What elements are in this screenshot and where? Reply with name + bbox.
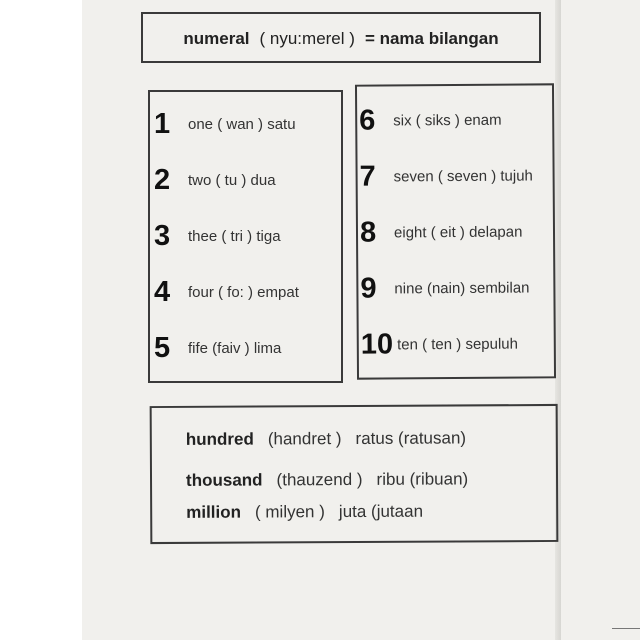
number-text: ten ( ten ) sepuluh bbox=[396, 335, 519, 353]
number-text: two ( tu ) dua bbox=[188, 171, 276, 189]
number-digit: 2 bbox=[154, 163, 171, 196]
number-row-6 bbox=[359, 100, 502, 141]
title-meaning: = nama bilangan bbox=[364, 29, 499, 48]
big-number-meaning: ratus (ratusan) bbox=[355, 428, 467, 448]
big-number-word: thousand bbox=[185, 470, 263, 490]
number-digit: 3 bbox=[154, 219, 171, 252]
number-row-10 bbox=[361, 324, 518, 365]
big-number-row-hundred bbox=[186, 428, 466, 449]
number-text: eight ( eit ) delapan bbox=[393, 223, 523, 241]
numbers-6-10-box bbox=[355, 83, 556, 379]
big-number-pronunciation: ( milyen ) bbox=[254, 502, 325, 522]
number-digit: 8 bbox=[359, 216, 377, 249]
number-text: fife (faiv ) lima bbox=[188, 339, 282, 357]
number-row-7 bbox=[359, 155, 533, 196]
number-row-8 bbox=[360, 212, 523, 253]
big-number-pronunciation: (handret ) bbox=[267, 429, 342, 449]
number-digit: 7 bbox=[359, 160, 376, 193]
number-digit: 1 bbox=[154, 107, 171, 140]
number-digit: 10 bbox=[360, 327, 394, 361]
big-number-meaning: ribu (ribuan) bbox=[376, 469, 469, 489]
number-text: four ( fo: ) empat bbox=[188, 283, 299, 301]
number-digit: 4 bbox=[154, 275, 171, 308]
title-pronunciation: ( nyu:merel ) bbox=[259, 29, 355, 48]
page-edge bbox=[555, 0, 561, 640]
number-row-1 bbox=[154, 104, 296, 144]
number-text: nine (nain) sembilan bbox=[394, 278, 530, 297]
number-text: seven ( seven ) tujuh bbox=[393, 166, 533, 185]
title-box bbox=[141, 12, 541, 63]
number-row-5 bbox=[154, 328, 281, 368]
number-row-9 bbox=[360, 267, 529, 308]
number-row-2 bbox=[154, 160, 276, 200]
big-number-row-thousand bbox=[186, 469, 468, 490]
page-tab-mark bbox=[612, 628, 640, 641]
big-number-row-million bbox=[186, 502, 423, 523]
big-number-word: hundred bbox=[185, 429, 254, 449]
number-digit: 5 bbox=[154, 331, 171, 364]
number-text: one ( wan ) satu bbox=[188, 115, 296, 133]
title-word: numeral bbox=[183, 29, 250, 48]
numbers-1-5-box bbox=[148, 90, 343, 383]
number-text: six ( siks ) enam bbox=[393, 111, 502, 129]
big-numbers-box bbox=[150, 404, 559, 544]
big-number-word: million bbox=[186, 502, 242, 522]
number-digit: 6 bbox=[359, 104, 376, 137]
number-row-4 bbox=[154, 272, 299, 312]
big-number-pronunciation: (thauzend ) bbox=[276, 469, 363, 490]
number-digit: 9 bbox=[360, 272, 377, 305]
number-row-3 bbox=[154, 216, 281, 256]
title-line bbox=[143, 29, 539, 49]
big-number-meaning: juta (jutaan bbox=[338, 501, 424, 522]
number-text: thee ( tri ) tiga bbox=[188, 227, 281, 245]
